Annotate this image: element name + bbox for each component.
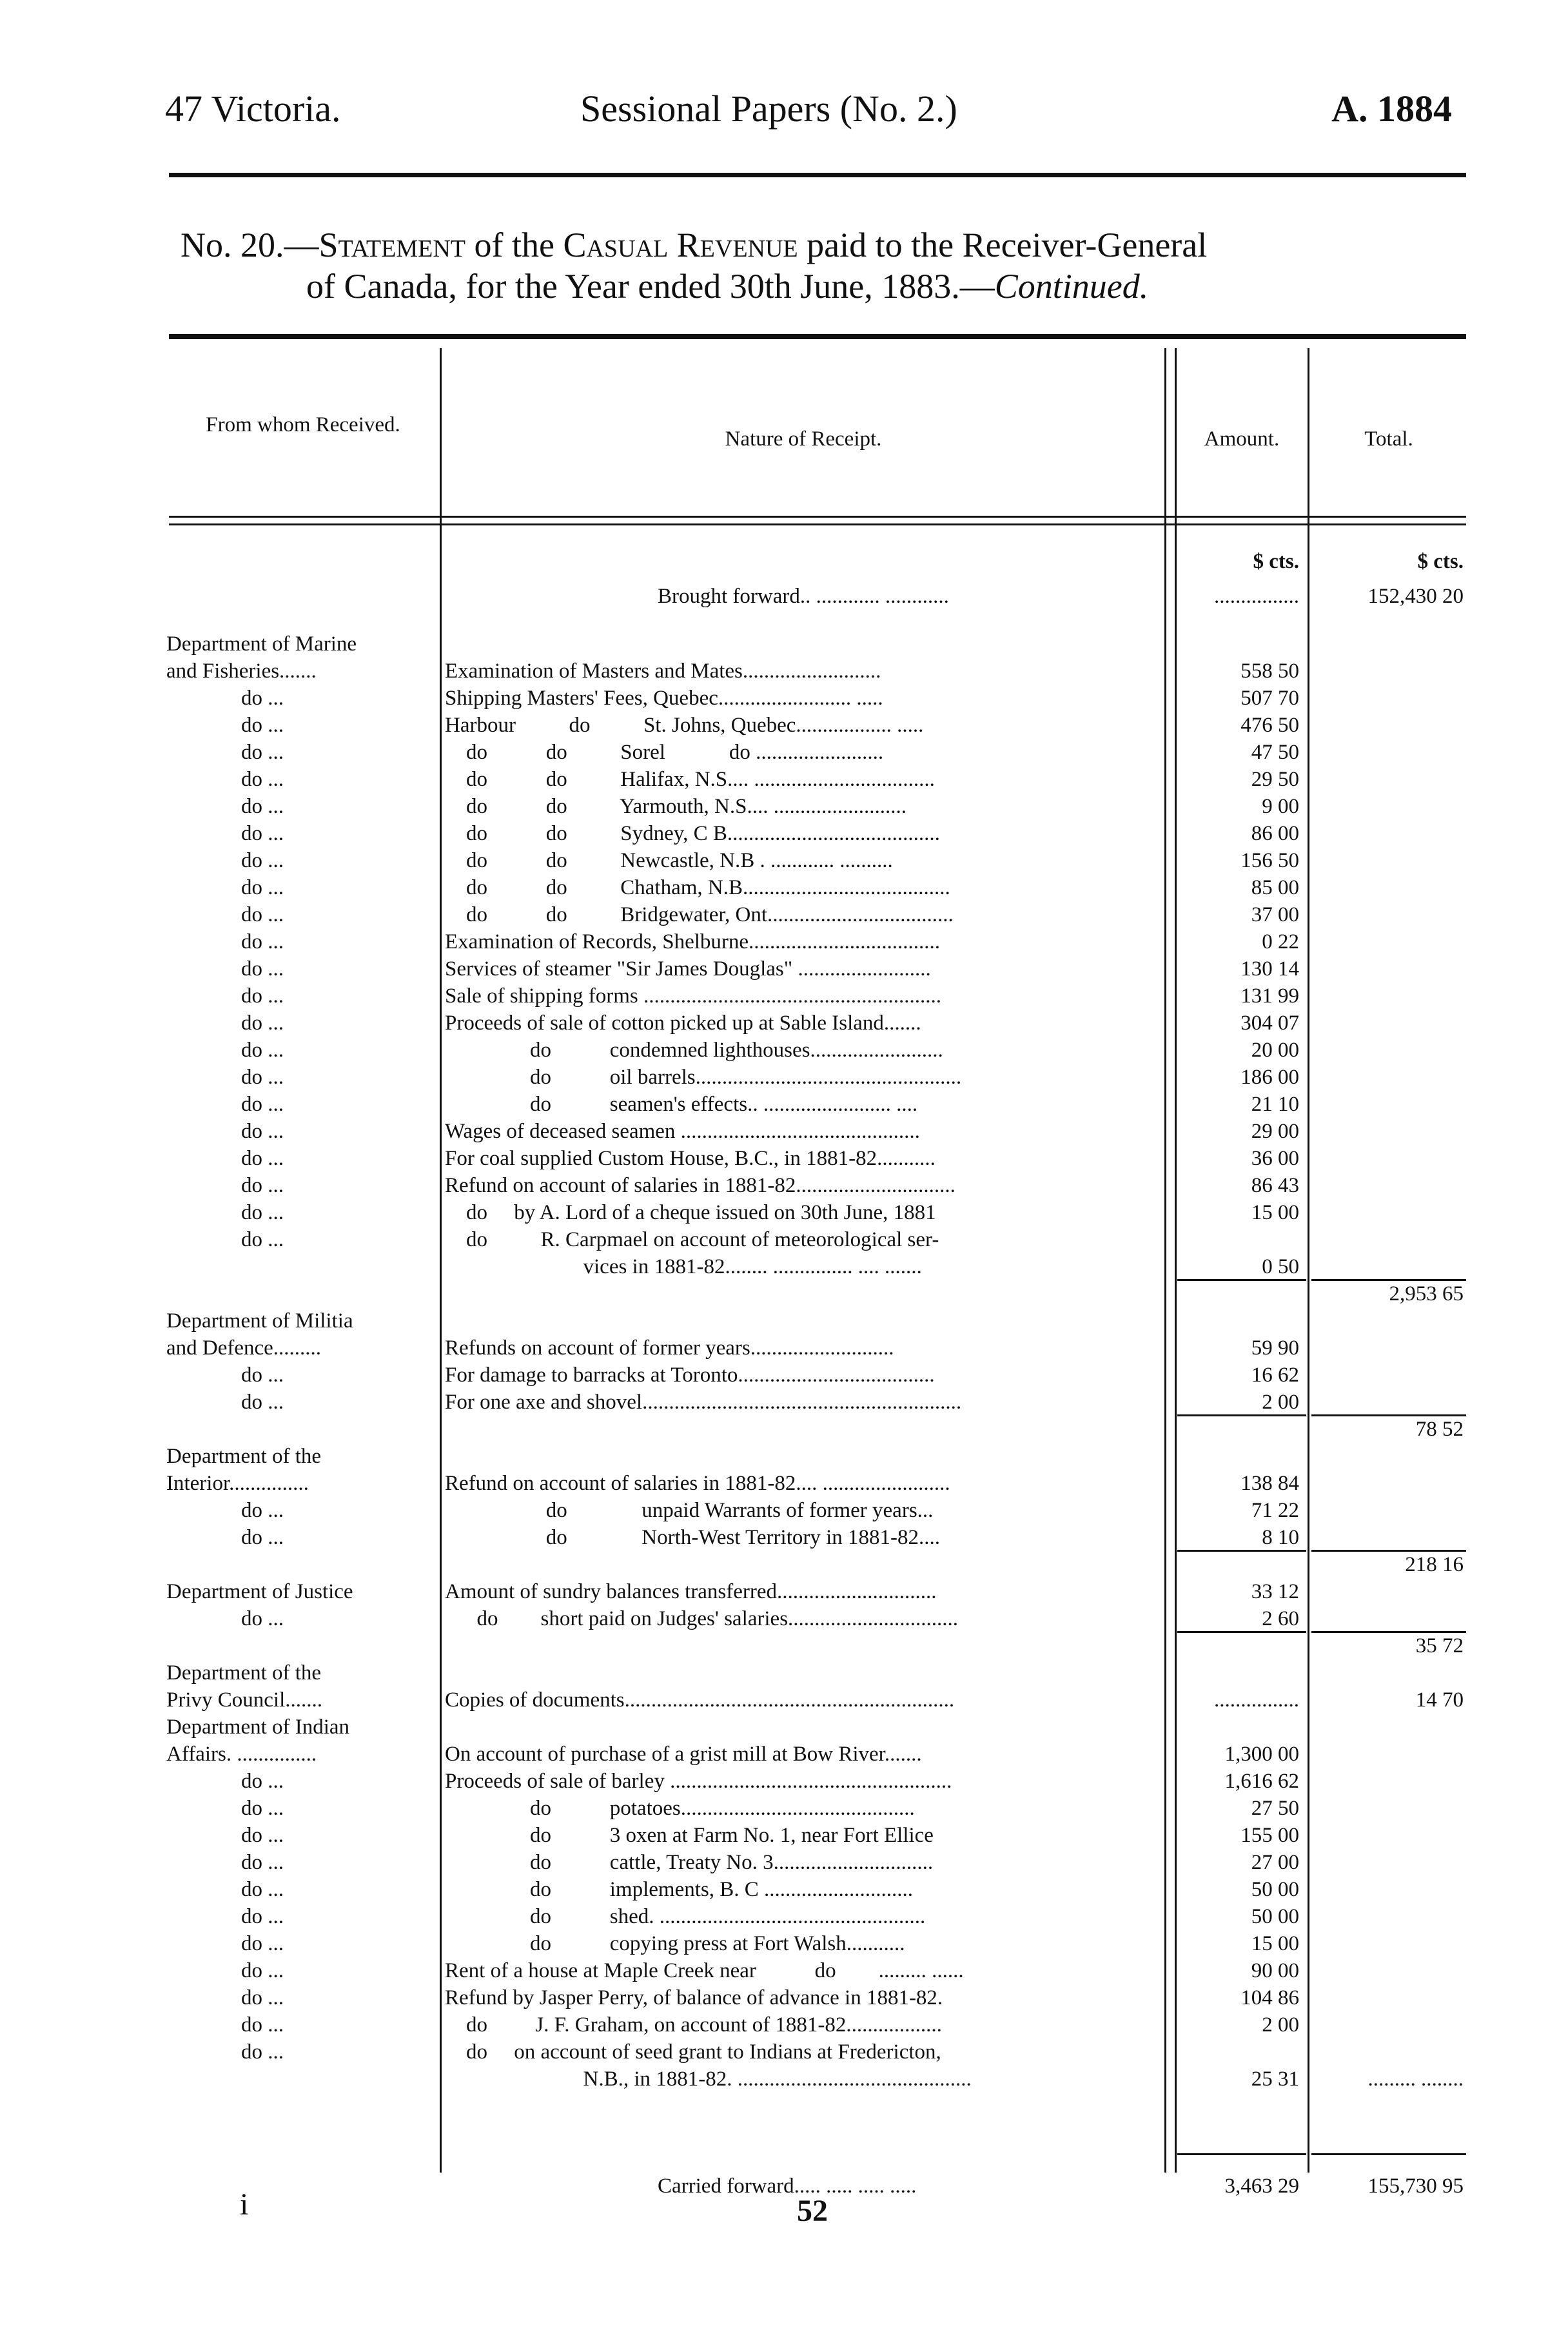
row-amount: 2 00 (1262, 1391, 1299, 1414)
row-amount: 15 00 (1251, 1932, 1299, 1955)
row-amount: 47 50 (1251, 741, 1299, 764)
row-nature: do do Chatham, N.B....................................... (445, 876, 950, 899)
row-nature: do condemned lighthouses......................... (445, 1039, 943, 1062)
row-from: do ... (241, 1986, 284, 2009)
row-total: ......... ........ (1367, 2067, 1464, 2091)
row-from: Privy Council....... (166, 1688, 323, 1712)
brought-forward-amount: ................ (1214, 585, 1299, 608)
row-from: do ... (241, 741, 284, 764)
row-from: do ... (241, 1607, 284, 1630)
row-amount: 29 00 (1251, 1120, 1299, 1143)
row-nature: For damage to barracks at Toronto..................................... (445, 1363, 935, 1387)
row-from: do ... (241, 687, 284, 710)
row-from: do ... (241, 1932, 284, 1955)
heading-rule-lower (169, 523, 1466, 525)
subtotal-rule (1177, 1631, 1306, 1633)
row-from: do ... (241, 1120, 284, 1143)
row-nature: do do Halifax, N.S.... .................................. (445, 768, 935, 791)
carried-rule-total (1311, 2153, 1466, 2155)
row-from: do ... (241, 1066, 284, 1089)
row-amount: 20 00 (1251, 1039, 1299, 1062)
row-nature: Sale of shipping forms ........................................................ (445, 984, 941, 1008)
brought-forward-label: Brought forward.. ............ ............ (658, 585, 949, 608)
row-from: Department of Marine (166, 632, 357, 656)
row-total: 78 52 (1415, 1418, 1464, 1441)
row-amount: 29 50 (1251, 768, 1299, 791)
row-amount: 86 43 (1251, 1174, 1299, 1197)
row-nature: Harbour do St. Johns, Quebec.................. ..... (445, 714, 924, 737)
row-from: do ... (241, 984, 284, 1008)
heading-rule-upper (169, 516, 1466, 518)
row-nature: Shipping Masters' Fees, Quebec......................... ..... (445, 687, 883, 710)
row-total: 35 72 (1415, 1634, 1464, 1657)
row-amount: 0 50 (1262, 1255, 1299, 1278)
row-amount: 36 00 (1251, 1147, 1299, 1170)
row-nature: do J. F. Graham, on account of 1881-82.................. (445, 2013, 942, 2037)
row-nature: Refunds on account of former years........................... (445, 1336, 894, 1360)
header-year: A. 1884 (1331, 88, 1452, 130)
row-amount: 104 86 (1240, 1986, 1299, 2009)
title-line2-main: of Canada, for the Year ended 30th June, 1883.— (306, 267, 995, 306)
row-amount: 131 99 (1240, 984, 1299, 1008)
row-nature: do copying press at Fort Walsh........... (445, 1932, 905, 1955)
row-from: Department of Militia (166, 1309, 353, 1333)
footer-mark: i (240, 2187, 249, 2222)
row-nature: do by A. Lord of a cheque issued on 30th June, 1881 (445, 1201, 936, 1224)
subtotal-rule (1311, 1414, 1466, 1416)
row-from: Department of Justice (166, 1580, 353, 1603)
title-continued: Continued. (994, 267, 1149, 306)
row-from: do ... (241, 1824, 284, 1847)
subtotal-rule (1311, 1550, 1466, 1552)
row-amount: 50 00 (1251, 1905, 1299, 1928)
row-amount: 304 07 (1240, 1012, 1299, 1035)
row-from: do ... (241, 2040, 284, 2064)
row-from: do ... (241, 768, 284, 791)
header-rule (169, 173, 1466, 177)
row-nature: Amount of sundry balances transferred.............................. (445, 1580, 937, 1603)
row-amount: 2 60 (1262, 1607, 1299, 1630)
row-total: 218 16 (1405, 1553, 1464, 1576)
row-amount: 130 14 (1240, 957, 1299, 981)
row-amount: 85 00 (1251, 876, 1299, 899)
row-from: do ... (241, 1363, 284, 1387)
row-nature: Services of steamer "Sir James Douglas" ......................... (445, 957, 931, 981)
row-from: do ... (241, 849, 284, 872)
row-amount: 507 70 (1240, 687, 1299, 710)
row-amount: 155 00 (1240, 1824, 1299, 1847)
row-amount: 476 50 (1240, 714, 1299, 737)
title-revenue-word: Casual Revenue (563, 226, 798, 264)
row-amount: 25 31 (1251, 2067, 1299, 2091)
row-from: do ... (241, 876, 284, 899)
row-nature: do seamen's effects.. ........................ .... (445, 1093, 918, 1116)
row-amount: 59 90 (1251, 1336, 1299, 1360)
row-from: do ... (241, 903, 284, 926)
row-from: do ... (241, 1093, 284, 1116)
row-from: do ... (241, 1201, 284, 1224)
row-nature: N.B., in 1881-82. ............................................ (445, 2067, 972, 2091)
row-nature: For one axe and shovel............................................................ (445, 1391, 962, 1414)
row-amount: 1,616 62 (1224, 1770, 1299, 1793)
row-amount: 90 00 (1251, 1959, 1299, 1982)
carried-forward-label: Carried forward..... ..... ..... ..... (658, 2175, 917, 2198)
row-nature: On account of purchase of a grist mill at Bow River....... (445, 1743, 922, 1766)
title-statement-word: Statement (318, 226, 466, 264)
row-nature: do R. Carpmael on account of meteorological ser- (445, 1228, 939, 1251)
row-nature: do do Newcastle, N.B . ............ .......... (445, 849, 893, 872)
row-nature: do do Yarmouth, N.S.... ......................... (445, 795, 906, 818)
row-nature: do 3 oxen at Farm No. 1, near Fort Ellice (445, 1824, 934, 1847)
header-session: 47 Victoria. (165, 88, 341, 130)
total-units: $ cts. (1417, 550, 1464, 573)
row-nature: Refund by Jasper Perry, of balance of advance in 1881-82. (445, 1986, 943, 2009)
column-head-from: From whom Received. (206, 413, 400, 436)
row-nature: Refund on account of salaries in 1881-82.............................. (445, 1174, 956, 1197)
subtotal-rule (1311, 1631, 1466, 1633)
row-amount: 9 00 (1262, 795, 1299, 818)
row-from: do ... (241, 1012, 284, 1035)
row-amount: 71 22 (1251, 1499, 1299, 1522)
row-from: do ... (241, 2013, 284, 2037)
row-nature: Rent of a house at Maple Creek near do ......... ...... (445, 1959, 964, 1982)
row-from: do ... (241, 1797, 284, 1820)
row-nature: do unpaid Warrants of former years... (445, 1499, 934, 1522)
row-from: Department of the (166, 1661, 322, 1685)
row-nature: do do Bridgewater, Ont................................... (445, 903, 954, 926)
row-nature: do implements, B. C ............................ (445, 1878, 913, 1901)
row-amount: 50 00 (1251, 1878, 1299, 1901)
carried-forward-amount: 3,463 29 (1224, 2175, 1299, 2198)
row-from: Affairs. ............... (166, 1743, 317, 1766)
statement-number: No. 20.— (181, 226, 319, 264)
row-nature: do potatoes............................................ (445, 1797, 915, 1820)
row-from: do ... (241, 714, 284, 737)
row-nature: Refund on account of salaries in 1881-82.... ........................ (445, 1472, 950, 1495)
subtotal-rule (1177, 1414, 1306, 1416)
row-from: do ... (241, 1039, 284, 1062)
column-head-nature: Nature of Receipt. (725, 427, 882, 451)
row-nature: do do Sydney, C B........................................ (445, 822, 940, 845)
row-from: do ... (241, 1905, 284, 1928)
row-from: do ... (241, 930, 284, 953)
row-nature: do on account of seed grant to Indians at Fredericton, (445, 2040, 941, 2064)
row-amount: 37 00 (1251, 903, 1299, 926)
row-nature: Wages of deceased seamen ............................................. (445, 1120, 920, 1143)
row-nature: Proceeds of sale of barley ..................................................... (445, 1770, 952, 1793)
row-from: do ... (241, 1499, 284, 1522)
page-number: 52 (797, 2194, 828, 2228)
column-rule-nature (1164, 348, 1166, 2173)
row-amount: 558 50 (1240, 660, 1299, 683)
row-nature: do oil barrels.................................................. (445, 1066, 962, 1089)
brought-forward-total: 152,430 20 (1367, 585, 1464, 608)
row-from: do ... (241, 795, 284, 818)
row-from: do ... (241, 1174, 284, 1197)
row-amount: 27 50 (1251, 1797, 1299, 1820)
row-from: do ... (241, 1147, 284, 1170)
row-amount: 2 00 (1262, 2013, 1299, 2037)
subtotal-rule (1177, 1550, 1306, 1552)
row-amount: 86 00 (1251, 822, 1299, 845)
row-from: do ... (241, 1851, 284, 1874)
row-total: 2,953 65 (1389, 1282, 1464, 1305)
amount-units: $ cts. (1253, 550, 1299, 573)
subtotal-rule (1311, 1279, 1466, 1281)
row-amount: 16 62 (1251, 1363, 1299, 1387)
statement-title-line1 (181, 224, 1470, 266)
row-amount: 27 00 (1251, 1851, 1299, 1874)
row-from: do ... (241, 1770, 284, 1793)
row-amount: 15 00 (1251, 1201, 1299, 1224)
row-amount: 186 00 (1240, 1066, 1299, 1089)
column-head-total: Total. (1364, 427, 1413, 451)
row-amount: 8 10 (1262, 1526, 1299, 1549)
row-from: Department of the (166, 1445, 322, 1468)
row-total: 14 70 (1415, 1688, 1464, 1712)
row-nature: Copies of documents.............................................................. (445, 1688, 955, 1712)
row-from: do ... (241, 1526, 284, 1549)
column-rule-amount-right (1308, 348, 1309, 2173)
row-nature: Proceeds of sale of cotton picked up at Sable Island....... (445, 1012, 921, 1035)
row-nature: For coal supplied Custom House, B.C., in 1881-82........... (445, 1147, 936, 1170)
row-nature: Examination of Masters and Mates.......................... (445, 660, 881, 683)
title-rest: paid to the Receiver-General (798, 226, 1208, 264)
row-from: and Defence......... (166, 1336, 322, 1360)
row-nature: do cattle, Treaty No. 3.............................. (445, 1851, 934, 1874)
row-from: do ... (241, 1878, 284, 1901)
row-from: and Fisheries....... (166, 660, 317, 683)
row-amount: 1,300 00 (1224, 1743, 1299, 1766)
column-head-amount: Amount. (1204, 427, 1280, 451)
row-amount: ................ (1214, 1688, 1299, 1712)
carried-forward-total: 155,730 95 (1367, 2175, 1464, 2198)
row-nature: do North-West Territory in 1881-82.... (445, 1526, 941, 1549)
row-amount: 138 84 (1240, 1472, 1299, 1495)
row-amount: 33 12 (1251, 1580, 1299, 1603)
row-nature: vices in 1881-82........ ............... .... ....... (445, 1255, 922, 1278)
row-amount: 21 10 (1251, 1093, 1299, 1116)
row-from: do ... (241, 957, 284, 981)
carried-rule-amount (1177, 2153, 1306, 2155)
header-papers: Sessional Papers (No. 2.) (580, 88, 957, 130)
row-from: Department of Indian (166, 1715, 350, 1739)
row-from: do ... (241, 822, 284, 845)
row-nature: do short paid on Judges' salaries................................ (445, 1607, 959, 1630)
statement-title-line2 (181, 266, 1568, 307)
row-from: do ... (241, 1228, 284, 1251)
row-from: do ... (241, 1391, 284, 1414)
row-nature: do do Sorel do ........................ (445, 741, 884, 764)
row-nature: do shed. .................................................. (445, 1905, 926, 1928)
table-top-rule (169, 334, 1466, 339)
title-connector: of the (466, 226, 564, 264)
row-amount: 156 50 (1240, 849, 1299, 872)
row-from: Interior............... (166, 1472, 309, 1495)
subtotal-rule (1177, 1279, 1306, 1281)
row-amount: 0 22 (1262, 930, 1299, 953)
row-nature: Examination of Records, Shelburne.................................... (445, 930, 941, 953)
row-from: do ... (241, 1959, 284, 1982)
